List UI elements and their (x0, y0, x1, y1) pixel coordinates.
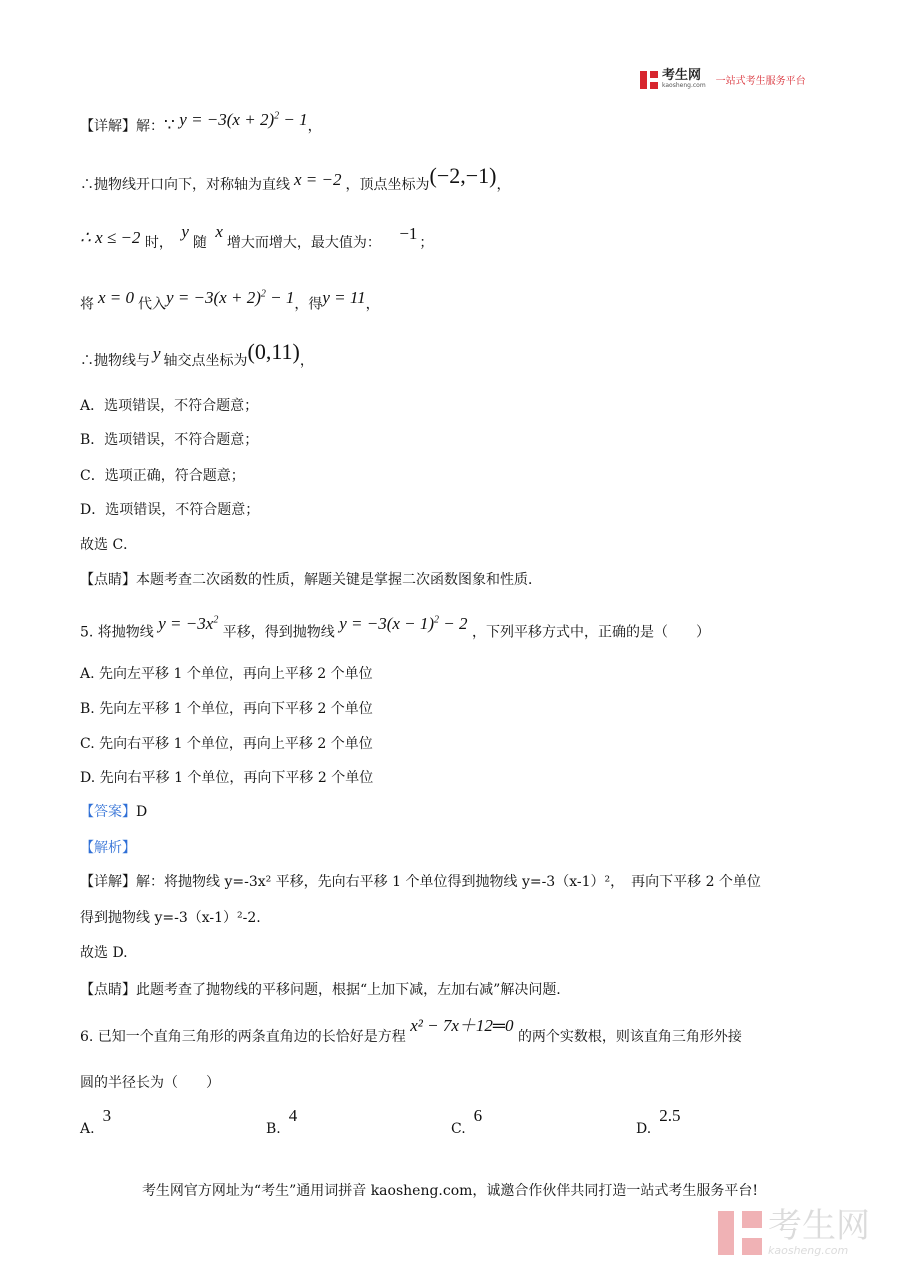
q5-stem: 5. 将抛物线 $y = -3x^2$ 平移，得到抛物线 $y = -3(x - 1)^2 - 2$ ，下列平移方式中，正确的是（ ） (80, 613, 710, 641)
q5-option-d: D. 先向右平移 1 个单位，再向下平移 2 个单位 (80, 770, 374, 786)
watermark-logo (718, 1208, 870, 1257)
q4-option-a: A．选项错误，不符合题意； (80, 398, 259, 414)
q4-choose: 故选 C． (80, 537, 138, 553)
q4-option-b: B．选项错误，不符合题意； (80, 432, 259, 448)
watermark-sub: kaosheng.com (768, 1244, 849, 1257)
answer-value: D (136, 804, 148, 820)
logo-tagline: 一站式考生服务平台 (715, 76, 806, 87)
q6-option-d: D.2.5 (636, 1106, 681, 1137)
q4-line-4: 将 x = 0 代入$y = -3(x + 2)^2 - 1$，得y = 11， (80, 287, 380, 313)
header-logo (640, 70, 806, 89)
equation: $y = -3x^2$ (158, 613, 219, 633)
q4-line-5: ∴抛物线与 y 轴交点坐标为(0,11)， (80, 339, 314, 369)
q4-line-3: ∴ x ≤ −2 时， y随 x增大而增大，最大值为： −1 ； (80, 222, 434, 251)
equation: $y = -3(x - 1)^2 - 2$ (339, 613, 468, 633)
q5-remark: 【点睛】此题考查了抛物线的平移问题，根据“上加下减，左加右减”解决问题. (80, 982, 561, 998)
answer-label: 【答案】 (80, 804, 136, 820)
q6-option-b: B.4 (266, 1106, 298, 1137)
logo-text (662, 70, 706, 89)
q5-detail-1: 【详解】解：将抛物线 y=-3x² 平移，先向右平移 1 个单位得到抛物线 y=-3（x-1）²， 再向下平移 2 个单位 (80, 874, 761, 890)
condition: ∴ x ≤ −2 (80, 228, 141, 247)
equation: x² − 7x＋12═0 (410, 1016, 514, 1035)
since-symbol: ∵ (164, 115, 175, 135)
equation: $y = -3(x + 2)^2 - 1$ (166, 287, 295, 307)
logo-sub: kaosheng.com (662, 82, 706, 89)
logo-name: 考生网 (662, 68, 702, 83)
watermark-name: 考生网 (768, 1206, 870, 1246)
q6-stem: 6. 已知一个直角三角形的两条直角边的长恰好是方程 x² − 7x＋12═0 的两个实数根，则该直角三角形外接 (80, 1016, 742, 1045)
q5-option-a: A. 先向左平移 1 个单位，再向上平移 2 个单位 (80, 666, 373, 682)
axis-equation: x = −2 (294, 170, 342, 189)
q6-stem-2: 圆的半径长为（ ） (80, 1075, 220, 1091)
equation: $y = -3(x + 2)^2 - 1$ (179, 109, 308, 129)
q4-option-d: D．选项错误，不符合题意； (80, 502, 260, 518)
logo-icon (640, 71, 658, 89)
q5-option-b: B. 先向左平移 1 个单位，再向下平移 2 个单位 (80, 701, 373, 717)
vertex-coord: (−2,−1) (429, 163, 497, 188)
max-value: −1 (399, 224, 418, 243)
q5-choose: 故选 D. (80, 945, 128, 961)
q4-line-1: 【详解】解：∵ $y = -3(x + 2)^2 - 1$， (80, 109, 322, 135)
q4-remark: 【点睛】本题考查二次函数的性质，解题关键是掌握二次函数图象和性质． (80, 572, 542, 588)
q4-line-2: ∴抛物线开口向下，对称轴为直线 x = −2 ，顶点坐标为(−2,−1)， (80, 163, 511, 193)
q6-option-c: C.6 (451, 1106, 483, 1137)
footer-text: 考生网官方网址为“考生”通用词拼音 kaosheng.com，诚邀合作伙伴共同打造一站式考生服务平台! (141, 1183, 759, 1199)
q5-option-c: C. 先向右平移 1 个单位，再向上平移 2 个单位 (80, 736, 373, 752)
q5-analysis-label: 【解析】 (80, 840, 136, 856)
intersection-coord: (0,11) (247, 339, 300, 364)
q5-answer (80, 802, 147, 822)
q6-option-a: A.3 (80, 1106, 112, 1137)
watermark-icon (718, 1211, 762, 1255)
q5-detail-2: 得到抛物线 y=-3（x-1）²-2. (80, 910, 261, 926)
detail-label: 【详解】解： (80, 118, 164, 135)
q4-option-c: C．选项正确，符合题意； (80, 468, 245, 484)
